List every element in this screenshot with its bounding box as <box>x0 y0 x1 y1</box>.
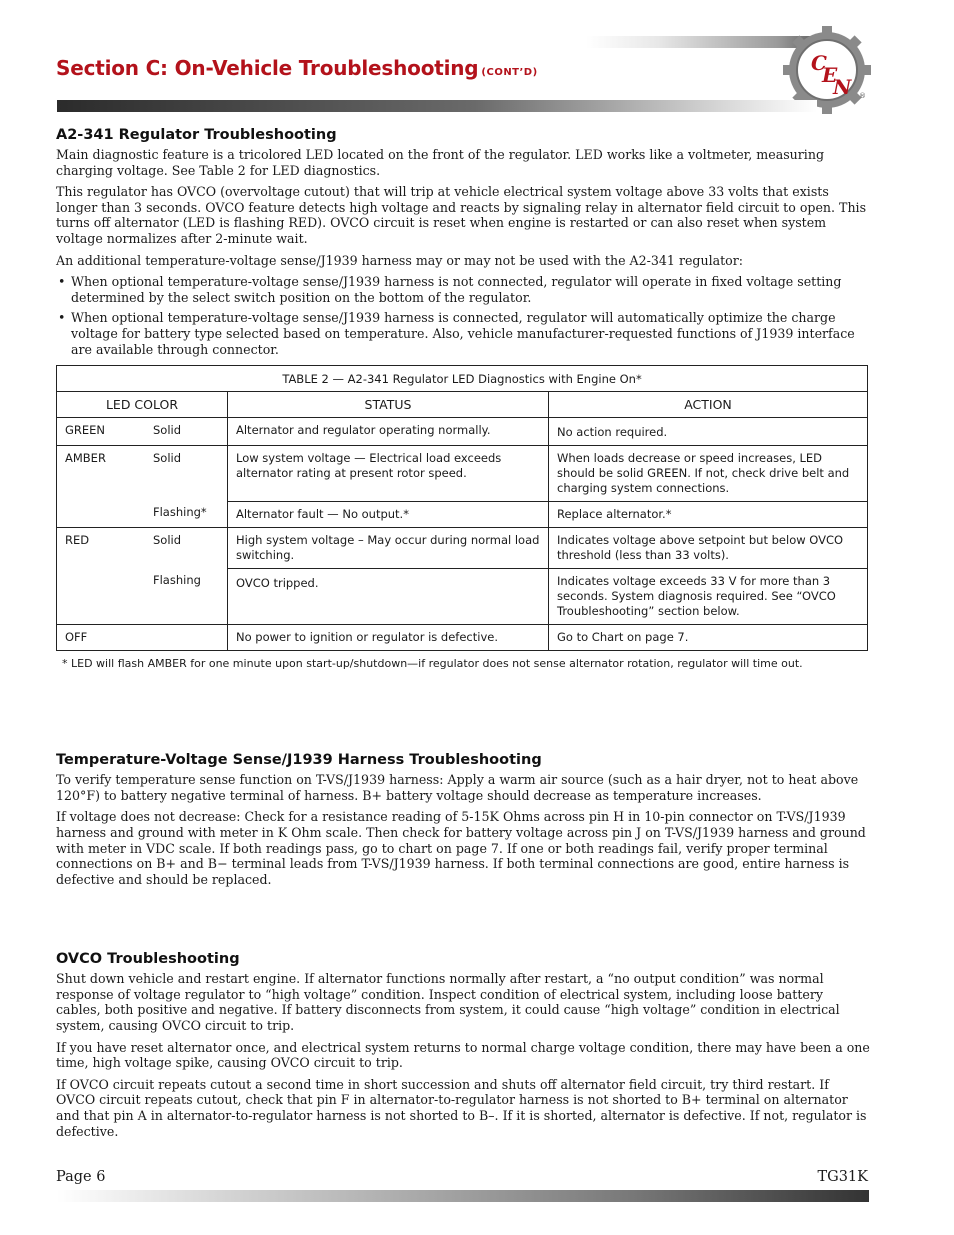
led-color-label: GREEN <box>65 423 106 438</box>
logo-letter-n: N <box>833 75 852 99</box>
action-cell <box>549 418 868 446</box>
page-content <box>56 127 870 1145</box>
harness-paragraph-1: To verify temperature sense function on T-VS/J1939 harness: Apply a warm air source (such as a hair dryer, not to heat above 120°F) to battery negative terminal of harness. B+ battery voltage should decrease as temperature increases. <box>56 772 859 803</box>
regulator-paragraph-1: Main diagnostic feature is a tricolored LED located on the front of the regulator. LED works like a voltmeter, measuring charging voltage. See Table 2 for LED diagnostics. <box>56 147 825 178</box>
table-caption: TABLE 2 — A2-341 Regulator LED Diagnostics with Engine On* <box>57 366 868 392</box>
led-mode-label: Solid <box>153 533 182 548</box>
header-led-color: LED COLOR <box>57 392 228 418</box>
led-color-label: OFF <box>65 630 88 645</box>
title-gradient-bar <box>57 100 817 112</box>
table-row <box>57 418 868 446</box>
page-number: Page 6 <box>56 1169 106 1185</box>
table-footnote: * LED will flash AMBER for one minute upon start-up/shutdown—if regulator does not sense alternator rotation, regulator will time out. <box>62 657 803 671</box>
table-row <box>57 446 868 502</box>
led-color-label: RED <box>65 533 90 548</box>
list-item: • When optional temperature-voltage sense/J1939 harness is connected, regulator will automatically optimize the charge voltage for battery type selected based on temperature. Also, vehicle manufacturer-requested functions of J1939 interface are available through connector. <box>56 310 870 357</box>
ovco-heading: OVCO Troubleshooting <box>56 951 240 968</box>
status-text: Alternator fault — No output.* <box>236 507 409 522</box>
action-cell <box>549 446 868 502</box>
ovco-paragraph-3: If OVCO circuit repeats cutout a second time in short succession and shuts off alternator field circuit, try third restart. If OVCO circuit repeats cutout, check that pin F in alternator-to-regulator harness is not shorted to B+ terminal on alternator and that pin A in alternator-to-regulator harness is not shorted to B–. If it is shorted, alternator is defective. If not, regulator is defective. <box>56 1076 867 1139</box>
status-text: OVCO tripped. <box>236 576 319 591</box>
list-item: • When optional temperature-voltage sense/J1939 harness is not connected, regulator will operate in fixed voltage setting determined by the select switch position on the bottom of the regulator. <box>56 274 870 305</box>
table-row <box>57 625 868 651</box>
action-text: Indicates voltage above setpoint but below OVCO threshold (less than 33 volts). <box>557 533 844 563</box>
logo-letter-c: C <box>811 51 827 75</box>
footer-gradient-bar <box>57 1190 869 1202</box>
action-text: Go to Chart on page 7. <box>557 630 689 645</box>
document-code: TG31K <box>817 1169 868 1185</box>
status-cell <box>228 528 549 569</box>
led-mode-label: Flashing* <box>153 505 207 520</box>
led-mode-label: Solid <box>153 451 182 466</box>
led-color-cell <box>57 418 228 446</box>
led-color-cell <box>57 625 228 651</box>
led-color-cell <box>57 446 228 528</box>
regulator-heading: A2-341 Regulator Troubleshooting <box>56 127 337 143</box>
status-cell <box>228 502 549 528</box>
status-text: Low system voltage — Electrical load exceeds alternator rating at present rotor speed. <box>236 451 502 481</box>
action-text: When loads decrease or speed increases, LED should be solid GREEN. If not, check drive belt and charging system connections. <box>557 451 850 496</box>
logo-letter-e: E <box>822 63 838 87</box>
action-text: Replace alternator.* <box>557 507 672 522</box>
led-color-cell <box>57 528 228 625</box>
header-action: ACTION <box>549 392 868 418</box>
status-text: Alternator and regulator operating normally. <box>236 423 491 438</box>
ovco-paragraph-1: Shut down vehicle and restart engine. If alternator functions normally after restart, a “no output condition” was normal response of voltage regulator to “high voltage” condition. Inspect condition of electrical system, including loose battery cables, both positive and negative. If battery disconnects from system, it could cause “high voltage” condition in electrical system, causing OVCO circuit to trip. <box>56 971 840 1034</box>
status-text: No power to ignition or regulator is defective. <box>236 630 498 645</box>
action-cell <box>549 569 868 625</box>
led-mode-label: Flashing <box>153 573 201 588</box>
section-title <box>56 56 538 80</box>
status-cell <box>228 446 549 502</box>
status-cell <box>228 625 549 651</box>
section-title-suffix: (CONT’D) <box>481 67 538 78</box>
action-cell <box>549 625 868 651</box>
harness-options-list <box>56 274 870 357</box>
action-text: No action required. <box>557 425 668 440</box>
action-text: Indicates voltage exceeds 33 V for more than 3 seconds. System diagnosis required. See “OVCO Troubleshooting” section below. <box>557 574 836 619</box>
led-diagnostics-table <box>56 365 868 651</box>
ovco-paragraph-2: If you have reset alternator once, and electrical system returns to normal charge voltage condition, there may have been a one time, high voltage spike, causing OVCO circuit to trip. <box>56 1039 870 1071</box>
action-cell <box>549 502 868 528</box>
status-cell <box>228 569 549 625</box>
logo-registered-mark: ® <box>859 92 866 100</box>
header-status: STATUS <box>228 392 549 418</box>
section-title-text: Section C: On-Vehicle Troubleshooting <box>56 56 479 80</box>
harness-paragraph-2: If voltage does not decrease: Check for a resistance reading of 5-15K Ohms across pin H in 10-pin connector on T-VS/J1939 harness and ground with meter in K Ohm scale. Then check for battery voltage across pin J on T-VS/J1939 harness and ground with meter in VDC scale. If both readings pass, go to chart on page 7. If one or both readings fail, verify proper terminal connections on B+ and B− terminal leads from T-VS/J1939 harness. If both terminal connections are good, entire harness is defective and should be replaced. <box>56 809 866 887</box>
led-mode-label: Solid <box>153 423 182 438</box>
table-row <box>57 528 868 569</box>
regulator-paragraph-3: An additional temperature-voltage sense/J1939 harness may or may not be used with the A2-341 regulator: <box>56 252 744 268</box>
harness-heading: Temperature-Voltage Sense/J1939 Harness Troubleshooting <box>56 752 542 769</box>
led-color-label: AMBER <box>65 451 106 466</box>
regulator-paragraph-2: This regulator has OVCO (overvoltage cutout) that will trip at vehicle electrical system voltage above 33 volts that exists longer than 3 seconds. OVCO feature detects high voltage and reacts by signaling relay in alternator field circuit to open. This turns off alternator (LED is flashing RED). OVCO circuit is reset when engine is restarted or can also reset when system voltage normalizes after 2-minute wait. <box>56 184 867 246</box>
status-text: High system voltage – May occur during normal load switching. <box>236 533 540 563</box>
action-cell <box>549 528 868 569</box>
status-cell <box>228 418 549 446</box>
